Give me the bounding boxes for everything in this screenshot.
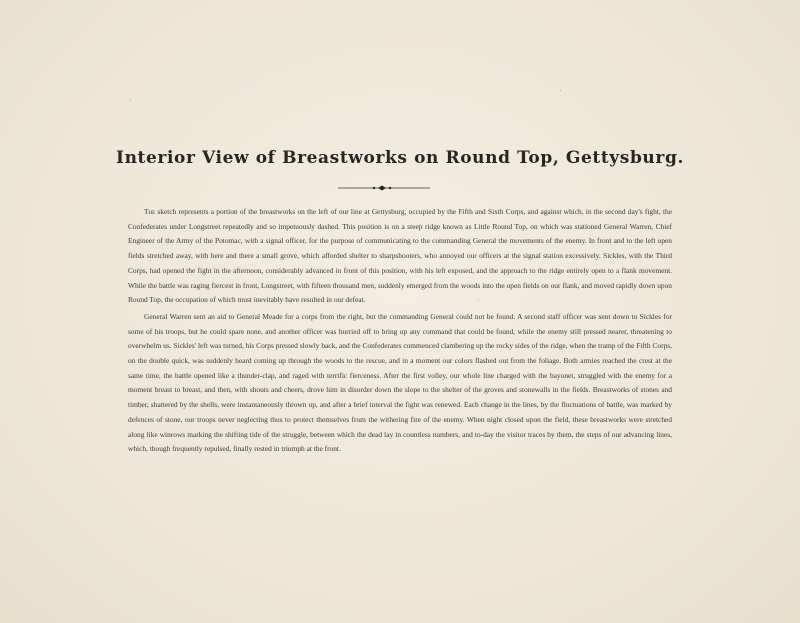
ornamental-rule [338,184,430,192]
paragraph-2: General Warren sent an aid to General Meade for a corps from the right, but the commanding General could not be found. A second staff officer was sent down to Sickles for some of his troops, but he could spare none, and another officer was hurried off to bring up any command that could be found, while the enemy still pressed nearer, threatening to overwhelm us. Sickles' left was turned, his Corps pressed slowly back, and the Confederates commenced clambering up the rocky sides of the ridge, when the tramp of the Fifth Corps, on the double quick, was suddenly heard coming up through the woods to the rescue, and in a moment our colors flashed out from the foliage. Both armies reached the crest at the same time, the battle opened like a thunder-clap, and raged with terrific fierceness. After the first volley, our whole line charged with the bayonet, struggled with the enemy for a moment breast to breast, and then, with shouts and cheers, drove him in disorder down the slope to the shelter of the groves and stonewalls in the fields. Breastworks of stones and timber, shattered by the shells, were instantaneously thrown up, and after a brief interval the fight was renewed. Each change in the lines, by the fluctuations of battle, was marked by defences of stone, our troops never neglecting thus to protect themselves from the withering fire of the enemy. When night closed upon the field, these breastworks were stretched along like winrows marking the shifting tide of the struggle, between which the dead lay in countless numbers, and to-day the visitor traces by them, the steps of our advancing lines, which, though frequently repulsed, finally rested in triumph at the front. [128,311,672,454]
paragraph-1-lead: The [144,207,156,216]
page-title: Interior View of Breastworks on Round Top, Gettysburg. [116,148,684,168]
body-text [128,205,672,457]
paper-speck [560,90,561,91]
paragraph-1 [128,205,672,308]
paragraph-1-text: sketch represents a portion of the breastworks on the left of our line at Gettysburg, occupied by the Fifth and Sixth Corps, and against which, in the second day's fight, the Confederates under Longstreet repeatedly and so impetuously dashed. This position is on a steep ridge known as Little Round Top, on which was stationed General Warren, Chief Engineer of the Army of the Potomac, with a signal officer, for the purpose of communicating to the commanding General the movements of the enemy. In front and to the left open fields stretched away, with here and there a small grove, which afforded shelter to sharpshooters, who annoyed our officers at the signal station excessively. Sickles, with the Third Corps, had opened the fight in the afternoon, considerably advanced in front of this position, with his left exposed, and the approach to the ridge entirely open to a flank movement. While the battle was raging fiercest in front, Longstreet, with fifteen thousand men, suddenly emerged from the woods into the open fields on our flank, and moved rapidly down upon Round Top, the occupation of which must inevitably have resulted in our defeat. [128,207,672,305]
paper-speck [130,100,131,101]
